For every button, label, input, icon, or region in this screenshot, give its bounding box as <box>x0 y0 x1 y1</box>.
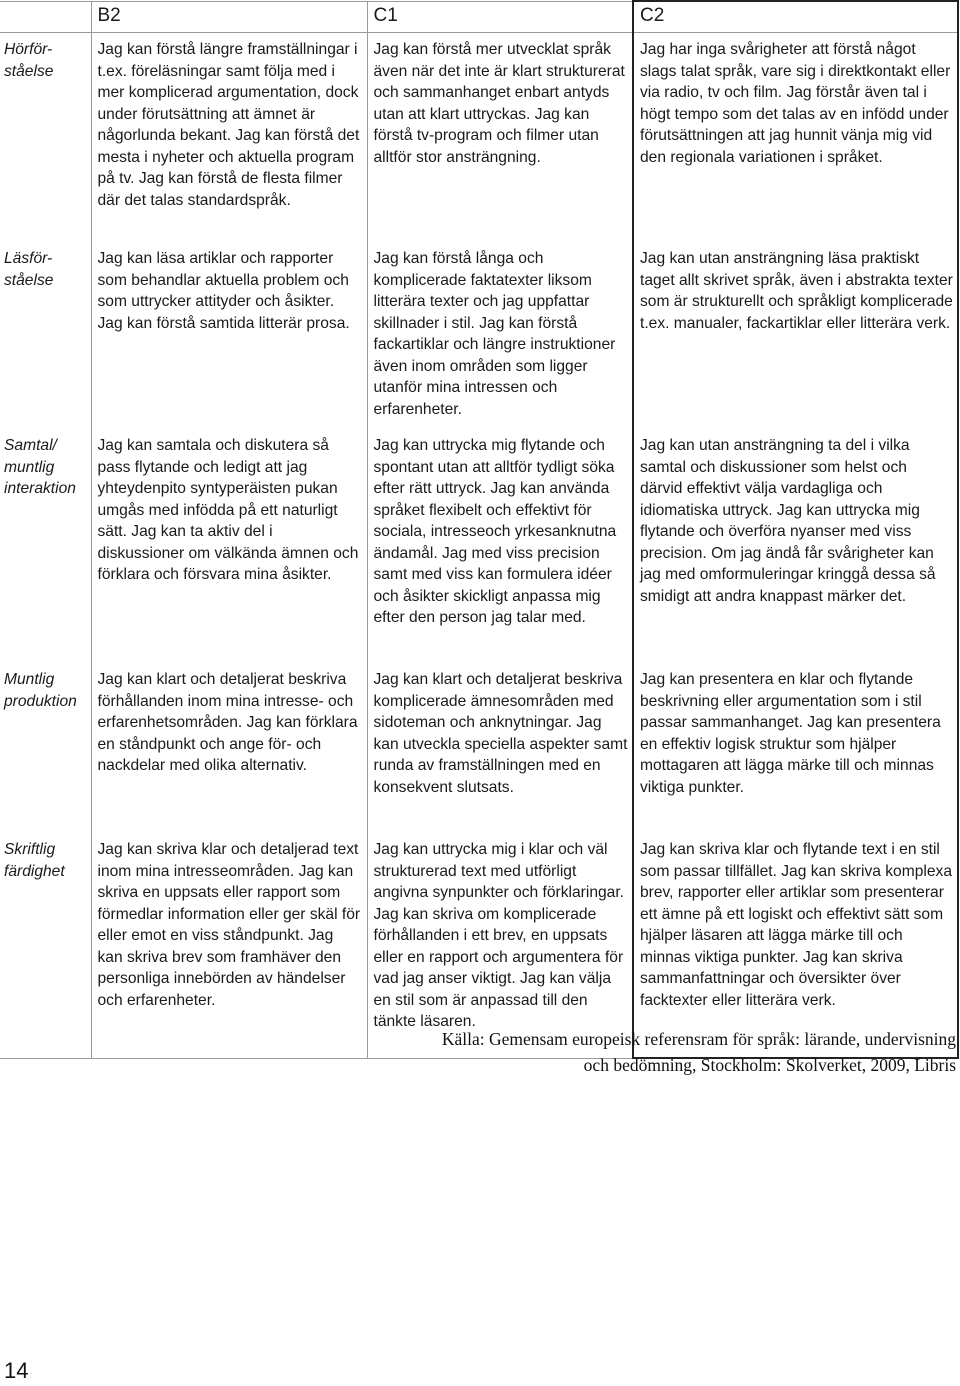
source-line-1: Källa: Gemensam europeisk referensram för språk: lärande, undervisning <box>441 1029 956 1049</box>
cell-b2: Jag kan läsa artiklar och rapporter som behandlar aktuella problem och som uttrycker attityder och åsikter. Jag kan förstå samtida litterär prosa. <box>97 250 350 332</box>
header-row <box>0 1 958 33</box>
row-label: Muntlig produktion <box>0 663 91 833</box>
source-line-2: och bedömning, Stockholm: Skolverket, 2009, Libris <box>583 1055 956 1075</box>
page-number: 14 <box>4 1358 29 1383</box>
cell-c1: Jag kan klart och detaljerat beskriva komplicerade ämnesområden med sidoteman och anknytningar. Jag kan utveckla speciella aspekter samt runda av framställningen med en konsekvent slutsats. <box>367 663 633 833</box>
row-skriftlig <box>0 833 958 1058</box>
header-b2: B2 <box>91 1 367 33</box>
header-empty <box>0 1 91 33</box>
header-c2: C2 <box>633 1 958 33</box>
header-c1: C1 <box>367 1 633 33</box>
row-label: Läsför- ståelse <box>0 242 91 429</box>
cell-c1: Jag kan förstå långa och komplicerade faktatexter liksom litterära texter och jag uppfattar skillnader i stil. Jag kan förstå fackartiklar och längre instruktioner även inom områden som ligger utanför mina intressen och erfarenheter. <box>367 242 633 429</box>
cell-c2: Jag kan utan ansträngning ta del i vilka samtal och diskussioner som helst och därvid effektivt välja vardagliga och idiomatiska uttryck. Jag kan uttrycka mig flytande och överföra nyanser med viss precision. Om jag ändå får svårigheter kan jag med omformuleringar kringgå dessa så smidigt att andra knappast märker det. <box>633 429 958 663</box>
source-citation <box>256 1026 956 1078</box>
cell-c1: Jag kan uttrycka mig i klar och väl strukturerad text med utförligt angivna synpunkter och förklaringar. Jag kan skriva om komplicerade förhållanden i ett brev, en uppsats eller en rapport och argumentera för vad jag anser viktigt. Jag kan välja en stil som är anpassad till den tänkte läsaren. <box>367 833 633 1058</box>
row-samtal <box>0 429 958 663</box>
cell-b2: Jag kan klart och detaljerat beskriva förhållanden inom mina intresse- och erfarenhetsområden. Jag kan förklara en ståndpunkt och ange för- och nackdelar med olika alternativ. <box>97 671 358 774</box>
row-muntlig-produktion <box>0 663 958 833</box>
cell-c2: Jag kan presentera en klar och flytande beskrivning eller argumentation som i stil passar sammanhanget. Jag kan presentera en effektiv logisk struktur som hjälper mottagaren att lägga märke till och minnas viktiga punkter. <box>633 663 958 833</box>
cell-c2: Jag kan utan ansträngning läsa praktiskt taget allt skrivet språk, även i abstrakta texter som är strukturellt och språkligt komplicerade t.ex. manualer, fackartiklar eller litterära verk. <box>633 242 958 429</box>
cell-c2: Jag kan skriva klar och flytande text i en stil som passar tillfället. Jag kan skriva komplexa brev, rapporter eller artiklar som presenterar ett ämne på ett logiskt och effektivt sätt som hjälper läsaren att lägga märke till och minnas viktiga punkter. Jag kan skriva sammanfattningar och översikter över facktexter eller litterära verk. <box>633 833 958 1058</box>
row-label: Samtal/ muntlig interaktion <box>0 429 91 663</box>
cell-c1: Jag kan förstå mer utvecklat språk även när det inte är klart strukturerat och sammanhanget enbart antyds utan att klart uttryckas. Jag kan förstå tv-program och filmer utan alltför stor ansträngning. <box>367 33 633 243</box>
row-label: Skriftlig färdighet <box>0 833 91 1058</box>
cell-b2: Jag kan samtala och diskutera så pass flytande och ledigt att jag yhteydenpito syntyperäisten pukan umgås med infödda på ett naturligt sätt. Jag kan ta aktiv del i diskussioner om välkända ämnen och förklara och försvara mina åsikter. <box>97 437 359 583</box>
cell-b2: Jag kan förstå längre framställningar i t.ex. föreläsningar samt följa med i mer komplicerad argumentation, dock under förutsättning att ämnet är någorlunda bekant. Jag kan förstå det mesta i nyheter och aktuella program på tv. Jag kan förstå de flesta filmer där det talas standardspråk. <box>97 41 360 209</box>
row-horforstaelse <box>0 33 958 243</box>
row-lasforstaelse <box>0 242 958 429</box>
cell-c2: Jag har inga svårigheter att förstå något slags talat språk, vare sig i direktkontakt eller via radio, tv och film. Jag förstår även tal i högt tempo som det talas av en infödd under förutsättningen att jag hunnit vänja mig vid den regionala variationen i språket. <box>633 33 958 243</box>
cell-c1: Jag kan uttrycka mig flytande och spontant utan att alltför tydligt söka efter rätt uttryck. Jag kan använda språket flexibelt och effektivt för sociala, intresseoch yrkesanknutna ändamål. Jag med viss precision samt med viss kan formulera idéer och åsikter skickligt anpassa mig efter den person jag talar med. <box>367 429 633 663</box>
row-label: Hörför- ståelse <box>0 33 91 243</box>
cell-b2: Jag kan skriva klar och detaljerad text inom mina intresseområden. Jag kan skriva en uppsats eller rapport som förmedlar information eller ger skäl för eller emot en viss ståndpunkt. Jag kan skriva brev som framhäver den personliga innebörden av händelser och erfarenheter. <box>91 833 367 1058</box>
